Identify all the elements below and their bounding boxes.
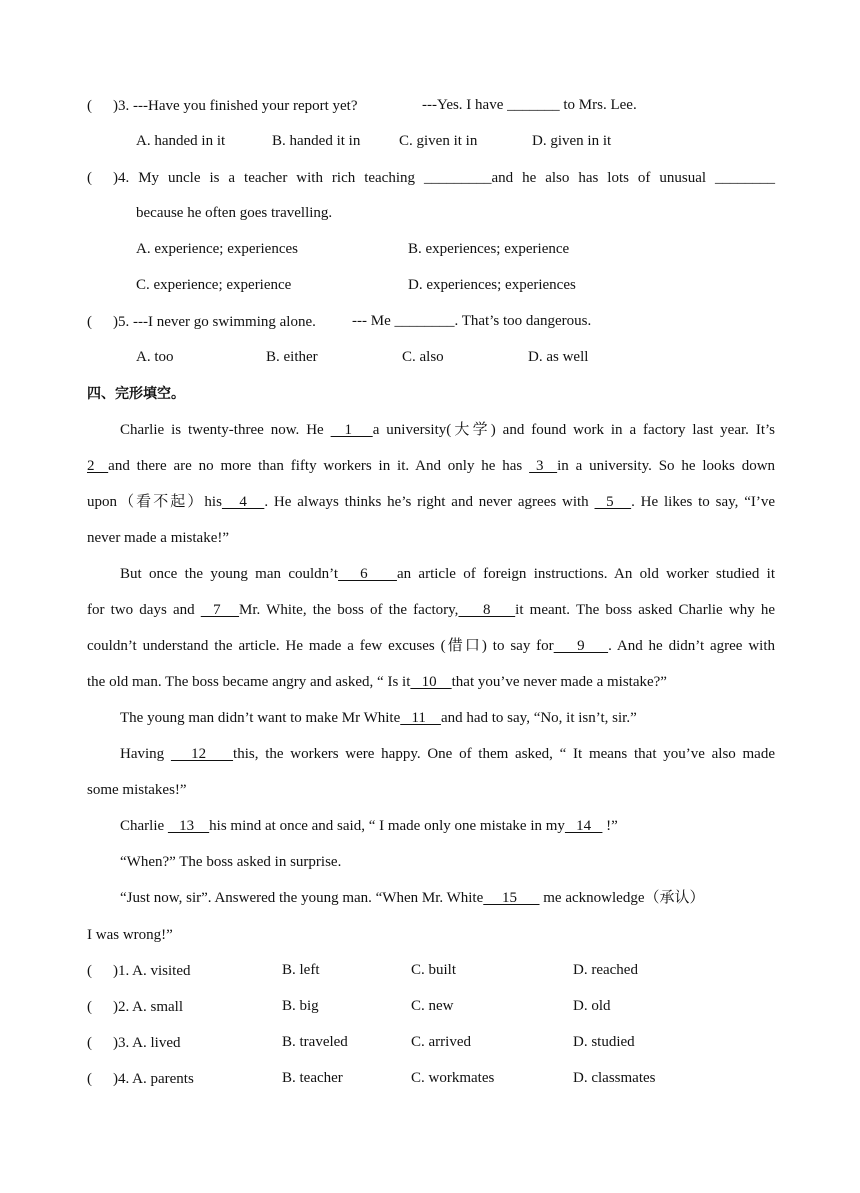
- question-stem: )4. My uncle is a teacher with rich teaching _________and he also has lots of unusual ________: [113, 170, 775, 186]
- passage-line: [120, 889, 704, 907]
- blank-7[interactable]: 7: [200, 602, 240, 618]
- passage-text: it meant. The boss asked Charlie why he: [515, 602, 776, 618]
- passage-line: [120, 817, 618, 835]
- passage-line: [87, 601, 775, 619]
- passage-line: [120, 421, 775, 439]
- passage-text: Having: [120, 746, 171, 762]
- question-3: [87, 97, 358, 115]
- option-c: C. arrived: [411, 1034, 471, 1050]
- passage-text: the old man. The boss became angry and asked, “ Is it: [87, 674, 411, 690]
- passage-text: . He likes to say, “I’ve: [631, 494, 776, 510]
- passage-text: The young man didn’t want to make Mr White: [120, 710, 401, 726]
- passage-text: !”: [602, 818, 618, 834]
- section-title: 四、完形填空。: [87, 386, 185, 402]
- cloze-option-row: [87, 1034, 181, 1052]
- blank-13[interactable]: 13: [167, 818, 210, 834]
- passage-text: and there are no more than fifty workers in it. And only he has: [108, 458, 530, 474]
- blank-11[interactable]: 11: [400, 710, 441, 726]
- passage-text: But once the young man couldn’t: [120, 566, 339, 582]
- cloze-option-row: [87, 1070, 194, 1088]
- blank-12[interactable]: 12: [170, 746, 234, 762]
- option-a: )1. A. visited: [113, 963, 191, 979]
- option-c: C. given it in: [399, 133, 478, 149]
- passage-text: that you’ve never made a mistake?”: [451, 674, 667, 690]
- option-d: D. reached: [573, 962, 638, 978]
- passage-line: [120, 745, 775, 763]
- option-b: B. big: [282, 998, 319, 1014]
- passage-line: [120, 565, 775, 583]
- passage-text: and had to say, “No, it isn’t, sir.”: [440, 710, 637, 726]
- answer-paren[interactable]: (: [87, 170, 92, 186]
- option-b: B. teacher: [282, 1070, 343, 1086]
- option-c: C. experience; experience: [136, 277, 292, 293]
- option-b: B. traveled: [282, 1034, 348, 1050]
- blank-15[interactable]: 15: [483, 890, 540, 906]
- cloze-option-row: [87, 962, 191, 980]
- passage-line: “When?” The boss asked in surprise.: [120, 854, 342, 870]
- option-d: D. given in it: [532, 133, 612, 149]
- blank-2[interactable]: 2: [87, 458, 109, 474]
- passage-line: [87, 457, 775, 475]
- passage-text: Mr. White, the boss of the factory,: [239, 602, 459, 618]
- passage-line: [120, 709, 637, 727]
- question-stem-continued: because he often goes travelling.: [136, 205, 333, 221]
- question-stem: )5. ---I never go swimming alone.: [113, 314, 316, 330]
- passage-text: his mind at once and said, “ I made only one mistake in my: [209, 818, 565, 834]
- passage-line: I was wrong!”: [87, 927, 173, 943]
- option-d: D. as well: [528, 349, 589, 365]
- passage-text: “Just now, sir”. Answered the young man. “When Mr. White: [120, 890, 484, 906]
- option-d: D. old: [573, 998, 611, 1014]
- passage-line: never made a mistake!”: [87, 530, 230, 546]
- answer-paren[interactable]: (: [87, 98, 92, 114]
- passage-text: Charlie is twenty-three now. He: [120, 422, 331, 438]
- option-a: )4. A. parents: [113, 1071, 194, 1087]
- passage-text: couldn’t understand the article. He made a few excuses (借口) to say for: [87, 638, 554, 654]
- passage-text: in a university. So he looks down: [557, 458, 776, 474]
- passage-text: a university(大学) and found work in a factory last year. It’s: [372, 422, 775, 438]
- passage-text: . He always thinks he’s right and never agrees with: [264, 494, 595, 510]
- passage-text: upon（看不起）his: [87, 494, 222, 510]
- option-c: C. built: [411, 962, 457, 978]
- blank-6[interactable]: 6: [338, 566, 397, 582]
- passage-line: [87, 637, 775, 655]
- blank-8[interactable]: 8: [458, 602, 516, 618]
- question-reply: --- Me ________. That’s too dangerous.: [352, 313, 592, 329]
- blank-1[interactable]: 1: [330, 422, 373, 438]
- option-a: A. handed in it: [136, 133, 226, 149]
- option-b: B. left: [282, 962, 320, 978]
- option-a: A. too: [136, 349, 174, 365]
- answer-paren[interactable]: (: [87, 314, 92, 330]
- option-a: A. experience; experiences: [136, 241, 298, 257]
- blank-14[interactable]: 14: [564, 818, 603, 834]
- passage-line: [87, 673, 667, 691]
- question-stem: )3. ---Have you finished your report yet?: [113, 98, 358, 114]
- blank-9[interactable]: 9: [553, 638, 609, 654]
- passage-text: for two days and: [87, 602, 201, 618]
- passage-text: this, the workers were happy. One of them asked, “ It means that you’ve also made: [233, 746, 775, 762]
- blank-5[interactable]: 5: [594, 494, 632, 510]
- question-reply: ---Yes. I have _______ to Mrs. Lee.: [422, 97, 637, 113]
- option-b: B. handed it in: [272, 133, 361, 149]
- option-c: C. workmates: [411, 1070, 495, 1086]
- cloze-option-row: [87, 998, 183, 1016]
- question-4: [87, 169, 775, 187]
- option-b: B. either: [266, 349, 318, 365]
- option-a: )2. A. small: [113, 999, 183, 1015]
- passage-text: . And he didn’t agree with: [608, 638, 775, 654]
- option-c: C. also: [402, 349, 444, 365]
- option-c: C. new: [411, 998, 454, 1014]
- question-5: [87, 313, 316, 331]
- option-d: D. studied: [573, 1034, 635, 1050]
- answer-paren[interactable]: (: [87, 1035, 92, 1051]
- answer-paren[interactable]: (: [87, 1071, 92, 1087]
- passage-text: an article of foreign instructions. An old worker studied it: [396, 566, 775, 582]
- blank-3[interactable]: 3: [529, 458, 558, 474]
- option-b: B. experiences; experience: [408, 241, 570, 257]
- option-d: D. classmates: [573, 1070, 656, 1086]
- passage-text: Charlie: [120, 818, 168, 834]
- blank-10[interactable]: 10: [410, 674, 452, 690]
- option-a: )3. A. lived: [113, 1035, 181, 1051]
- passage-text: me acknowledge（承认）: [539, 890, 705, 906]
- blank-4[interactable]: 4: [221, 494, 265, 510]
- passage-line: [87, 493, 775, 511]
- passage-line: some mistakes!”: [87, 782, 187, 798]
- answer-paren[interactable]: (: [87, 999, 92, 1015]
- option-d: D. experiences; experiences: [408, 277, 576, 293]
- answer-paren[interactable]: (: [87, 963, 92, 979]
